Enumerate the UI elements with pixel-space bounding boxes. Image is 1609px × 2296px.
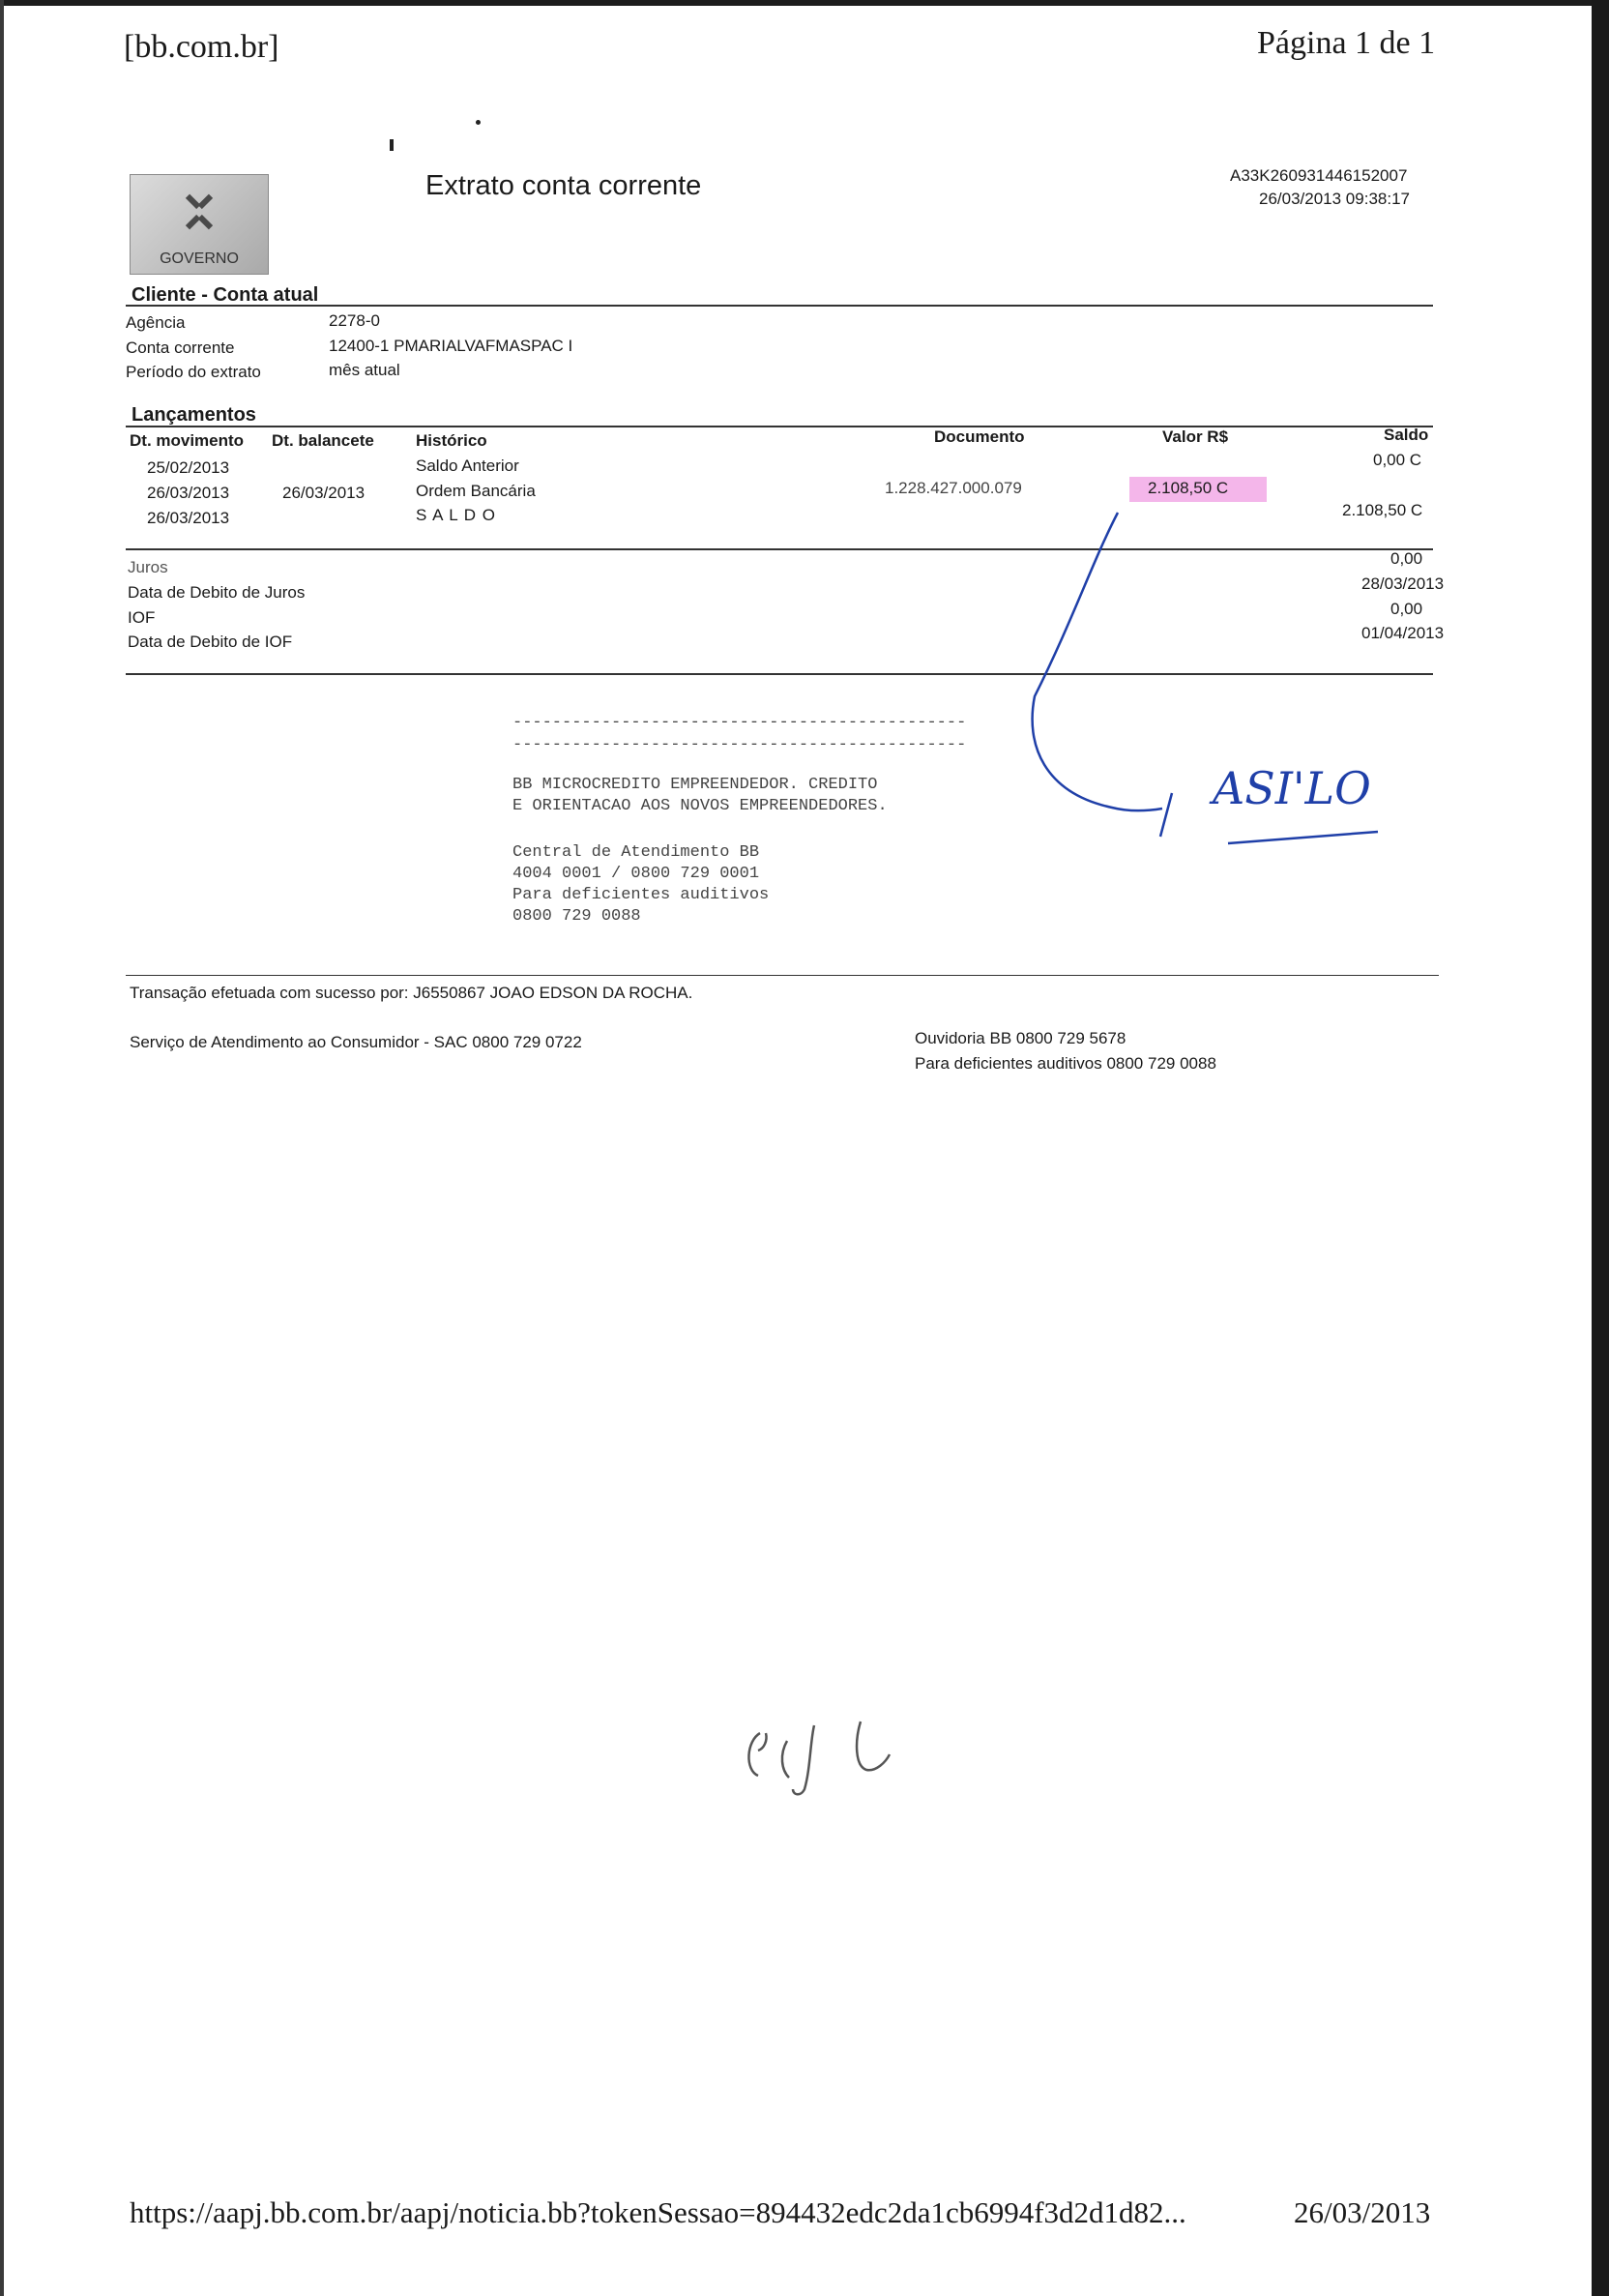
row-saldo: 2.108,50 C — [1342, 501, 1423, 519]
scan-edge-left — [0, 0, 4, 2296]
document-code: A33K260931446152007 — [1230, 166, 1408, 185]
logo-label: GOVERNO — [160, 250, 239, 267]
row-historico: Saldo Anterior — [416, 456, 519, 475]
handwritten-text: ASI'LO — [1213, 762, 1371, 814]
url-footer: https://aapj.bb.com.br/aapj/noticia.bb?tokenSessao=894432edc2da1cb6994f3d2d1d82... — [130, 2195, 1186, 2229]
row-valor: 2.108,50 C — [1148, 479, 1229, 497]
bb-logo — [130, 174, 269, 275]
dashed-separator: ---------------------------------------------- — [512, 714, 967, 732]
row-saldo: 0,00 C — [1373, 451, 1422, 469]
lancamentos-title: Lançamentos — [132, 404, 256, 426]
row-historico: Ordem Bancária — [416, 482, 536, 500]
row-documento: 1.228.427.000.079 — [885, 479, 1022, 497]
central-line: 4004 0001 / 0800 729 0001 — [512, 865, 760, 883]
client-label: Período do extrato — [126, 363, 261, 381]
juros-label: Juros — [128, 558, 168, 576]
central-line: Central de Atendimento BB — [512, 843, 760, 862]
juros-value: 0,00 — [1390, 600, 1423, 618]
deficientes-info: Para deficientes auditivos 0800 729 0088 — [915, 1054, 1216, 1073]
scan-mark — [476, 120, 481, 125]
document-timestamp: 26/03/2013 09:38:17 — [1259, 190, 1410, 208]
juros-value: 0,00 — [1390, 549, 1423, 568]
client-value: 12400-1 PMARIALVAFMASPAC I — [329, 337, 573, 355]
juros-value: 28/03/2013 — [1361, 574, 1445, 593]
ink-stroke — [1228, 832, 1378, 843]
central-line: 0800 729 0088 — [512, 907, 641, 926]
divider — [126, 305, 1433, 307]
client-value: mês atual — [329, 361, 400, 379]
scan-edge-top — [0, 0, 1609, 6]
dashed-separator: ---------------------------------------------- — [512, 736, 967, 754]
message-line: E ORIENTACAO AOS NOVOS EMPREENDEDORES. — [512, 797, 888, 815]
col-header-saldo: Saldo — [1384, 426, 1429, 444]
client-value: 2278-0 — [329, 311, 380, 330]
transaction-status: Transação efetuada com sucesso por: J6550867 JOAO EDSON DA ROCHA. — [130, 984, 693, 1002]
ink-stroke — [1033, 513, 1162, 810]
bb-logo-icon — [131, 175, 268, 252]
message-line: BB MICROCREDITO EMPREENDEDOR. CREDITO — [512, 776, 878, 794]
page-indicator: Página 1 de 1 — [1257, 25, 1436, 61]
divider — [126, 975, 1439, 976]
row-historico: S A L D O — [416, 506, 497, 524]
handwritten-initials — [735, 1712, 919, 1799]
client-label: Conta corrente — [126, 339, 235, 357]
col-header-valor: Valor R$ — [1162, 427, 1229, 446]
ouvidoria-info: Ouvidoria BB 0800 729 5678 — [915, 1029, 1126, 1047]
scan-mark — [390, 139, 394, 151]
client-section-title: Cliente - Conta atual — [132, 284, 319, 306]
col-header-dt-movimento: Dt. movimento — [130, 431, 245, 450]
row-dt-balancete: 26/03/2013 — [282, 484, 366, 502]
url-footer-date: 26/03/2013 — [1294, 2195, 1431, 2229]
juros-label: IOF — [128, 608, 156, 627]
sac-info: Serviço de Atendimento ao Consumidor - SAC 0800 729 0722 — [130, 1033, 582, 1051]
row-dt-movimento: 25/02/2013 — [147, 458, 230, 477]
col-header-historico: Histórico — [416, 431, 487, 450]
juros-label: Data de Debito de Juros — [128, 583, 306, 602]
divider — [126, 426, 1433, 427]
juros-value: 01/04/2013 — [1361, 624, 1445, 642]
scan-edge-right — [1592, 0, 1609, 2296]
client-label: Agência — [126, 313, 186, 332]
row-dt-movimento: 26/03/2013 — [147, 484, 230, 502]
row-dt-movimento: 26/03/2013 — [147, 509, 230, 527]
central-line: Para deficientes auditivos — [512, 886, 770, 904]
site-header: [bb.com.br] — [124, 29, 279, 65]
ink-stroke — [1160, 793, 1172, 837]
col-header-dt-balancete: Dt. balancete — [272, 431, 374, 450]
col-header-documento: Documento — [934, 427, 1025, 446]
juros-label: Data de Debito de IOF — [128, 633, 293, 651]
document-title: Extrato conta corrente — [425, 170, 702, 201]
